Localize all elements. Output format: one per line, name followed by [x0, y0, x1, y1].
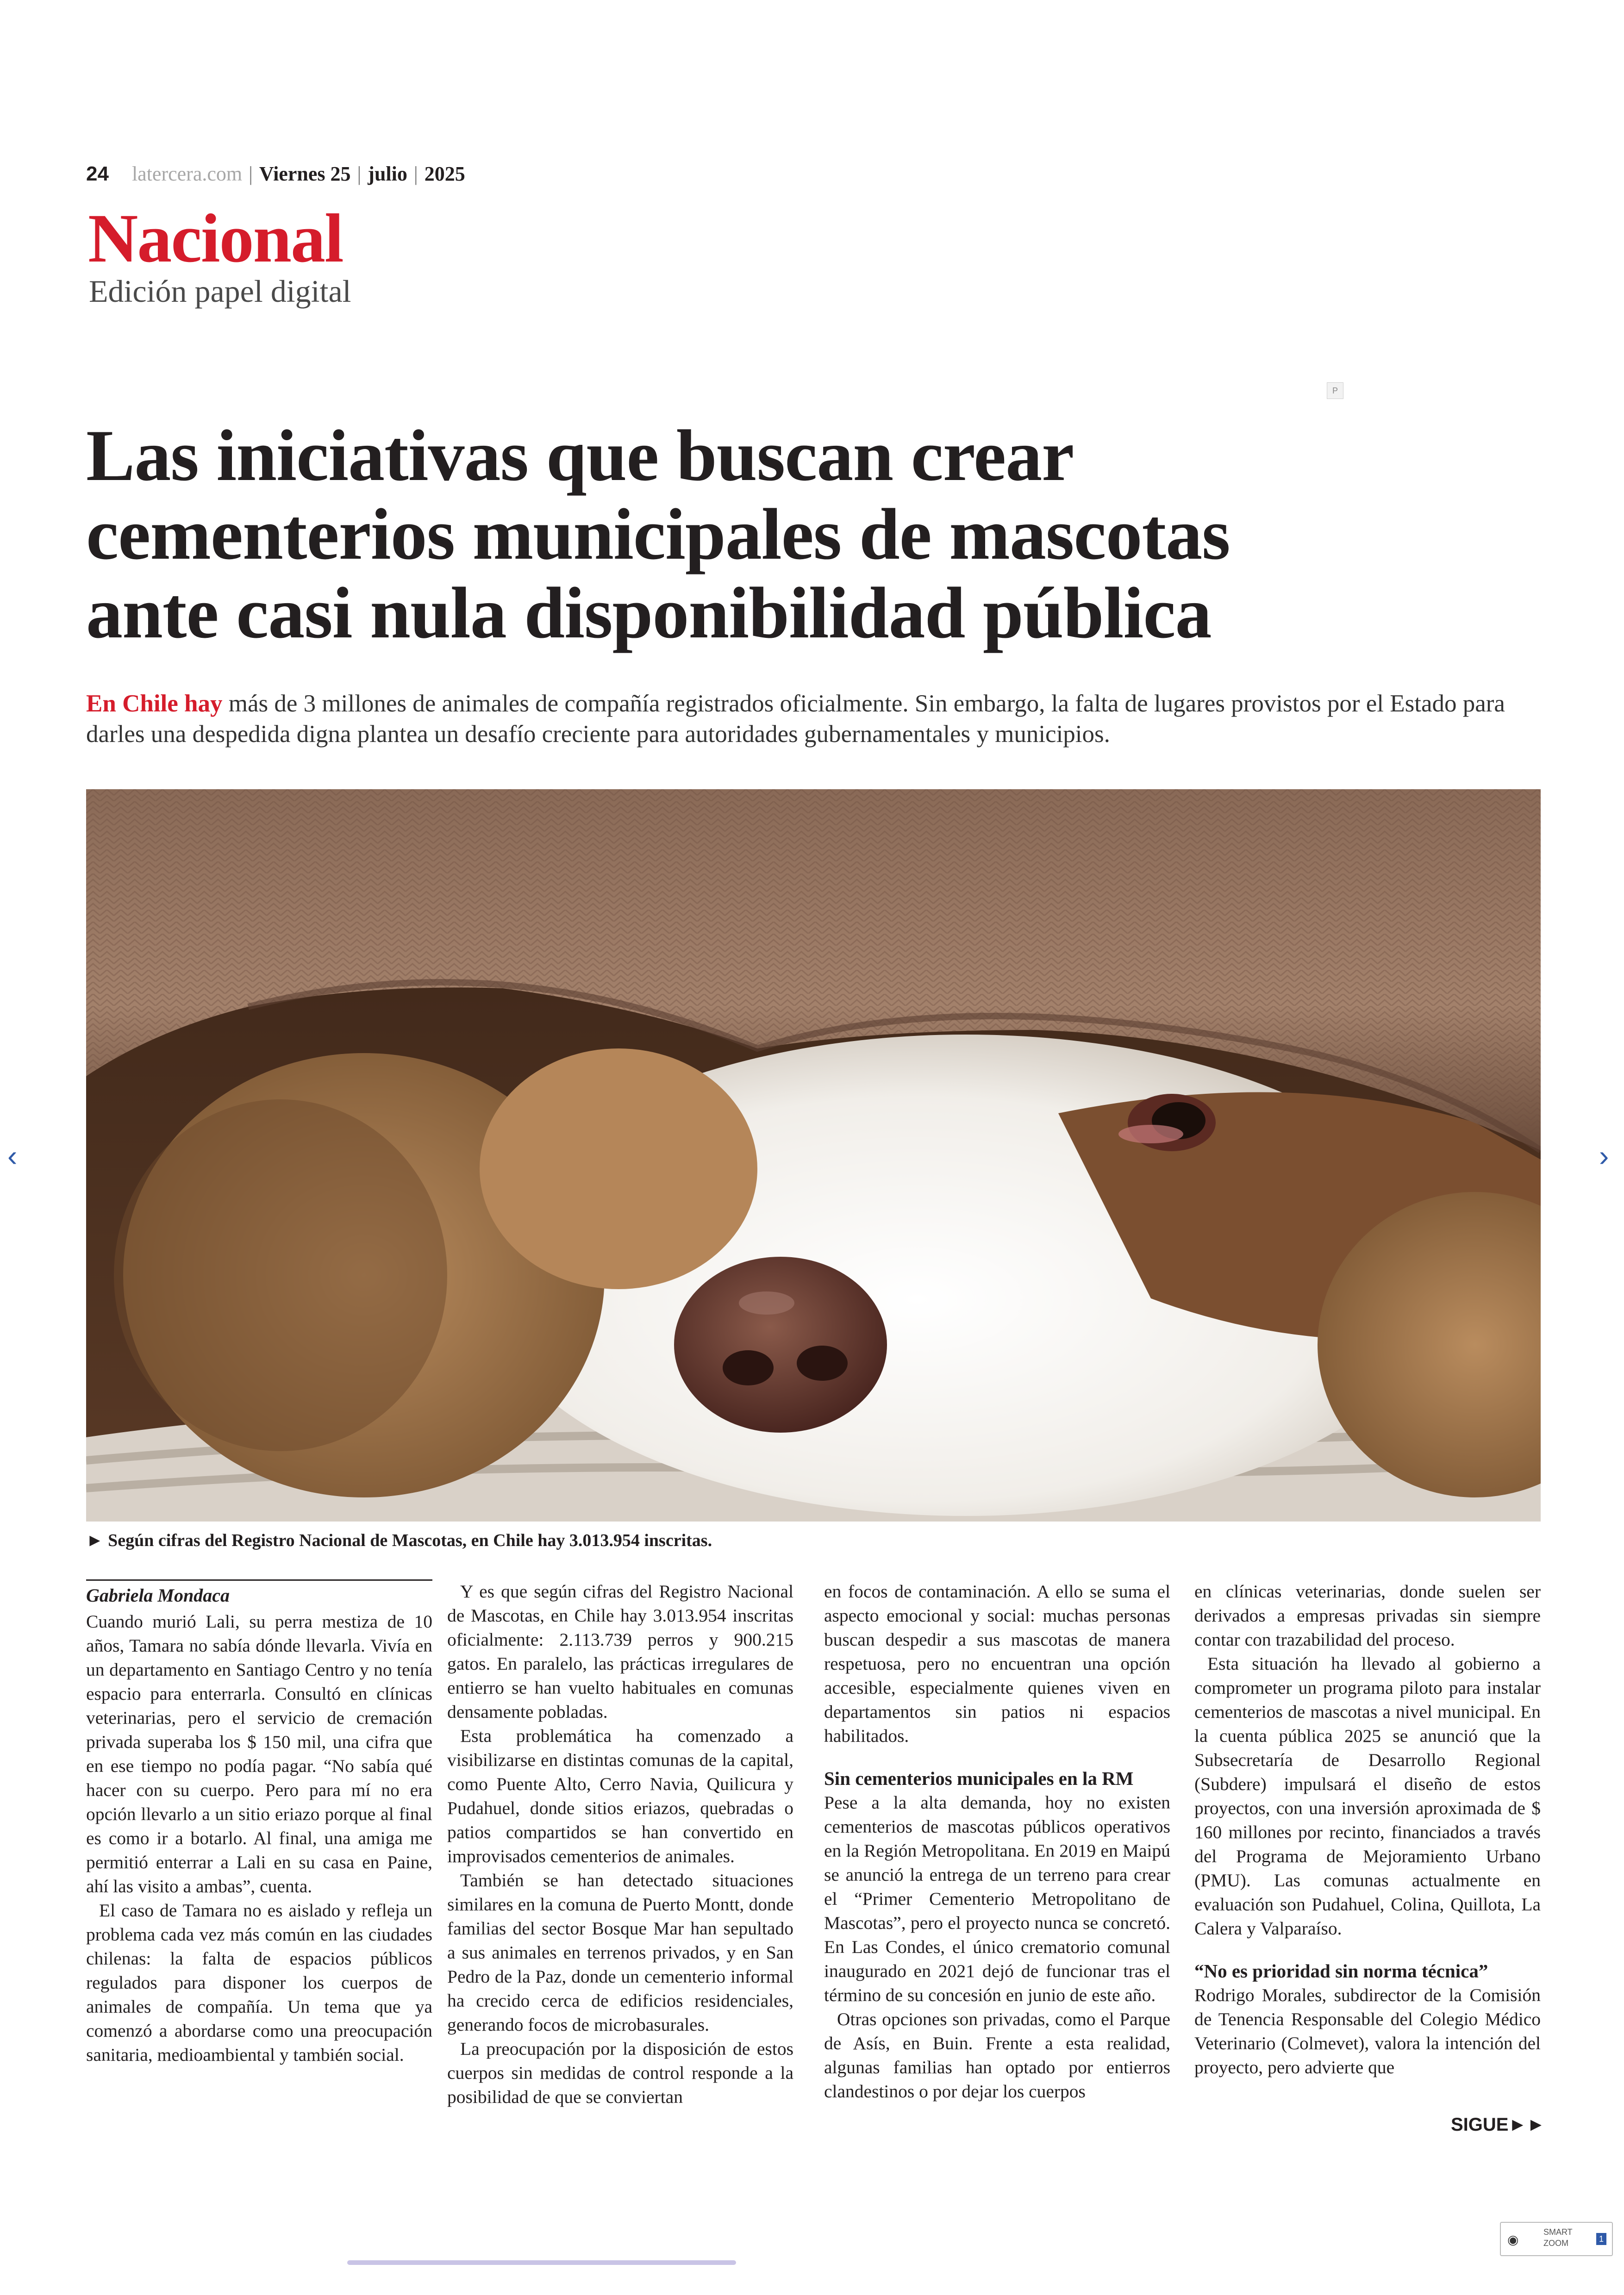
headline — [86, 417, 1475, 653]
paragraph: Cuando murió Lali, su perra mestiza de 10 años, Tamara no sabía dónde llevarla. Vivía en un departamento en Santiago Centro y no tenía espacio para enterrarla. Consultó en clínicas veterinarias, pero el servicio de cremación privada superaba los $ 150 mil, una cifra que en ese tiempo no podía pagar. “No sabía qué hacer con su cuerpo. Pero para mí no era opción llevarlo a un sitio eriazo porque al final es como ir a botarlo. Al final, una amiga me permitió enterrar a Lali en su casa en Paine, ahí las visito a ambas”, cuenta. — [86, 1611, 432, 1896]
smart-zoom-button[interactable] — [1500, 2222, 1613, 2256]
eye-icon: ◉ — [1507, 2233, 1519, 2247]
section-title: Nacional — [88, 200, 343, 277]
paragraph: en focos de contaminación. A ello se suma el aspecto emocional y social: muchas personas buscan despedir a sus mascotas de manera respetuosa, pero no encuentran una opción accesible, especialmente quienes viven en departamentos sin patios ni espacios habilitados. — [824, 1581, 1170, 1746]
issue-year: 2025 — [424, 162, 465, 185]
headline-line: ante casi nula disponibilidad pública — [86, 573, 1212, 654]
dog-under-blanket-photo — [86, 789, 1541, 1522]
edition-label: Edición papel digital — [89, 274, 351, 309]
paragraph: Rodrigo Morales, subdirector de la Comisión de Tenencia Responsable del Colegio Médico Veterinario (Colmevet), valora la intención del proyecto, pero advierte que — [1194, 1985, 1541, 2077]
page-header: 24 latercera.com | Viernes 25 | julio | 2025 — [86, 162, 465, 185]
subheading: “No es prioridad sin norma técnica” — [1194, 1960, 1488, 1982]
smart-zoom-label: SMART ZOOM — [1543, 2227, 1573, 2248]
article-column-3 — [824, 1579, 1170, 2103]
issue-month: julio — [368, 162, 407, 185]
paragraph: El caso de Tamara no es aislado y refleja un problema cada vez más común en las ciudades chilenas: la falta de espacios públicos regulados para disponer los cuerpos de animales de compañía. Un tema que ya comenzó a abordarse como una preocupación sanitaria, medioambiental y también social. — [86, 1900, 432, 2065]
paragraph: Esta situación ha llevado al gobierno a comprometer un programa piloto para instalar cementerios de mascotas a nivel municipal. En la cuenta pública 2025 se anunció que la Subsecretaría de Desarrollo Regional (Subdere) impulsará el diseño de estos proyectos, con una inversión aproximada de $ 160 millones por recinto, financiados a través del Programa de Mejoramiento Urbano (PMU). Las comunas actualmente en evaluación son Pudahuel, Colina, Quillota, La Calera y Valparaíso. — [1194, 1653, 1541, 1939]
next-page-arrow-icon[interactable]: › — [1599, 1139, 1609, 1172]
paragraph: Otras opciones son privadas, como el Parque de Asís, en Buin. Frente a esta realidad, algunas familias han optado por entierros clandestinos o por dejar los cuerpos — [824, 2009, 1170, 2102]
headline-line: cementerios municipales de mascotas — [86, 494, 1230, 575]
page-number: 24 — [86, 162, 109, 185]
subheading: Sin cementerios municipales en la RM — [824, 1768, 1134, 1789]
article-column-1 — [86, 1579, 432, 2067]
continue-link[interactable]: SIGUE►► — [1451, 2114, 1545, 2135]
page-marker: P — [1327, 382, 1343, 399]
headline-line: Las iniciativas que buscan crear — [86, 415, 1074, 496]
paragraph: Esta problemática ha comenzado a visibilizarse en distintas comunas de la capital, como Puente Alto, Cerro Navia, Quilicura y Pudahuel, donde sitios eriazos, quebradas o patios compartidos se han convertido en improvisados cementerios de animales. — [447, 1726, 793, 1866]
paragraph: También se han detectado situaciones similares en la comuna de Puerto Montt, donde familias del sector Bosque Mar han sepultado a sus animales en terrenos privados, y en San Pedro de la Paz, donde un cementerio informal ha crecido cerca de edificios residenciales, generando focos de microbasurales. — [447, 1870, 793, 2035]
paragraph: Y es que según cifras del Registro Nacional de Mascotas, en Chile hay 3.013.954 inscritas oficialmente: 2.113.739 perros y 900.215 gatos. En paralelo, las prácticas irregulares de entierro se han vuelto habituales en comunas densamente pobladas. — [447, 1581, 793, 1722]
lead-kicker: En Chile hay — [86, 690, 223, 717]
lead-text: más de 3 millones de animales de compañía registrados oficialmente. Sin embargo, la falta de lugares provistos por el Estado para darles una despedida digna plantea un desafío creciente para autoridades gubernamentales y municipios. — [86, 690, 1505, 748]
article-column-2 — [447, 1579, 793, 2109]
lead-paragraph — [86, 688, 1544, 749]
issue-day: Viernes 25 — [259, 162, 351, 185]
photo-caption: ► Según cifras del Registro Nacional de Mascotas, en Chile hay 3.013.954 inscritas. — [86, 1531, 712, 1550]
site-name: latercera.com — [131, 162, 243, 185]
article-column-4 — [1194, 1579, 1541, 2079]
paragraph: La preocupación por la disposición de estos cuerpos sin medidas de control responde a la posibilidad de que se conviertan — [447, 2039, 793, 2107]
byline: Gabriela Mondaca — [86, 1579, 432, 1608]
previous-page-arrow-icon[interactable]: ‹ — [7, 1139, 18, 1172]
paragraph: Pese a la alta demanda, hoy no existen cementerios de mascotas públicos operativos en la Región Metropolitana. En 2019 en Maipú se anunció la entrega de un terreno para crear el “Primer Cementerio Metropolitano de Mascotas”, pero el proyecto nunca se concretó. En Las Condes, el único crematorio comunal inaugurado en 2021 dejó de funcionar tras el término de su concesión en junio de este año. — [824, 1792, 1170, 2005]
paragraph: en clínicas veterinarias, donde suelen ser derivados a empresas privadas sin siempre contar con trazabilidad del proceso. — [1194, 1581, 1541, 1650]
scroll-progress-bar[interactable] — [347, 2260, 736, 2265]
page-indicator: 1 — [1596, 2233, 1606, 2245]
